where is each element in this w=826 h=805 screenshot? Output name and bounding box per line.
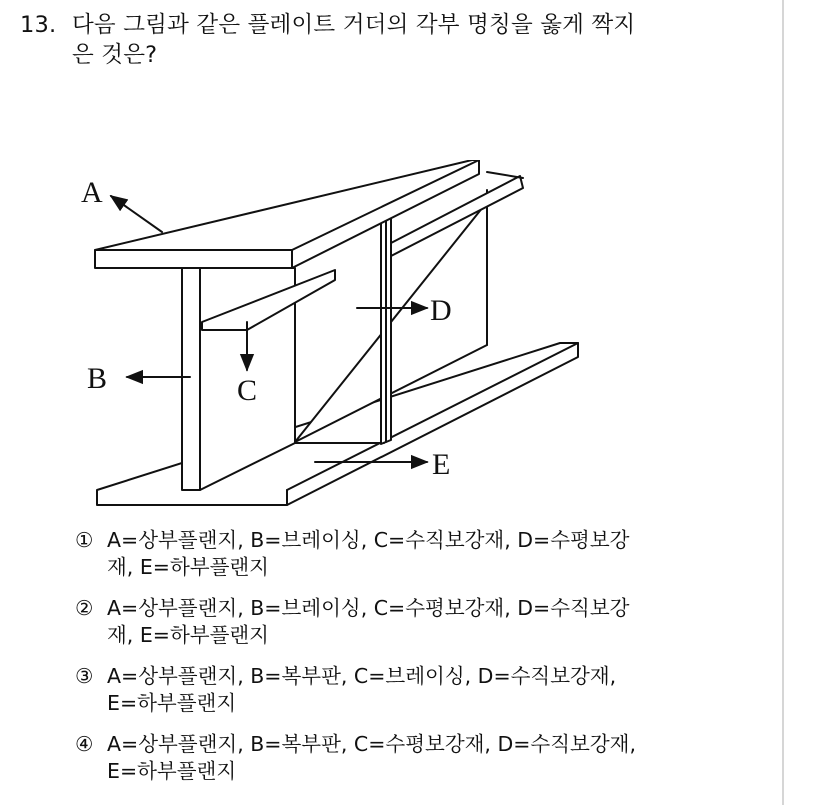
option-2-mark: ② <box>75 596 94 620</box>
page-divider <box>782 0 784 805</box>
answer-options <box>75 527 775 799</box>
label-c: C <box>237 374 258 407</box>
bottom-flange <box>97 343 578 505</box>
option-3-text-1: A=상부플랜지, B=복부판, C=브레이싱, D=수직보강재, <box>107 664 617 688</box>
question-number: 13. <box>20 12 57 38</box>
option-2[interactable] <box>75 595 775 649</box>
question-text-2: 은 것은? <box>72 42 158 68</box>
option-1[interactable] <box>75 527 775 581</box>
option-4-text-1: A=상부플랜지, B=복부판, C=수평보강재, D=수직보강재, <box>107 732 636 756</box>
label-d: D <box>430 294 452 327</box>
option-4-text-2: E=하부플랜지 <box>107 759 237 783</box>
label-b: B <box>87 362 108 395</box>
option-1-mark: ① <box>75 528 94 552</box>
option-2-text-2: 재, E=하부플랜지 <box>107 623 269 647</box>
top-flange <box>95 160 479 268</box>
vertical-stiffener <box>381 214 391 444</box>
option-4-mark: ④ <box>75 732 94 756</box>
label-a: A <box>81 176 103 209</box>
option-2-text-1: A=상부플랜지, B=브레이싱, C=수평보강재, D=수직보강 <box>107 596 630 620</box>
option-3-text-2: E=하부플랜지 <box>107 691 237 715</box>
option-1-text-2: 재, E=하부플랜지 <box>107 555 269 579</box>
plate-girder-drawing <box>75 160 585 520</box>
arrow-a <box>111 196 162 232</box>
option-4[interactable] <box>75 731 775 785</box>
option-1-text-1: A=상부플랜지, B=브레이싱, C=수직보강재, D=수평보강 <box>107 528 630 552</box>
question-text-1: 다음 그림과 같은 플레이트 거더의 각부 명칭을 옳게 짝지 <box>72 12 636 38</box>
plate-girder-figure <box>75 160 585 520</box>
question <box>20 10 770 70</box>
question-line-1 <box>20 10 770 40</box>
option-3[interactable] <box>75 663 775 717</box>
option-3-mark: ③ <box>75 664 94 688</box>
label-e: E <box>432 448 451 481</box>
